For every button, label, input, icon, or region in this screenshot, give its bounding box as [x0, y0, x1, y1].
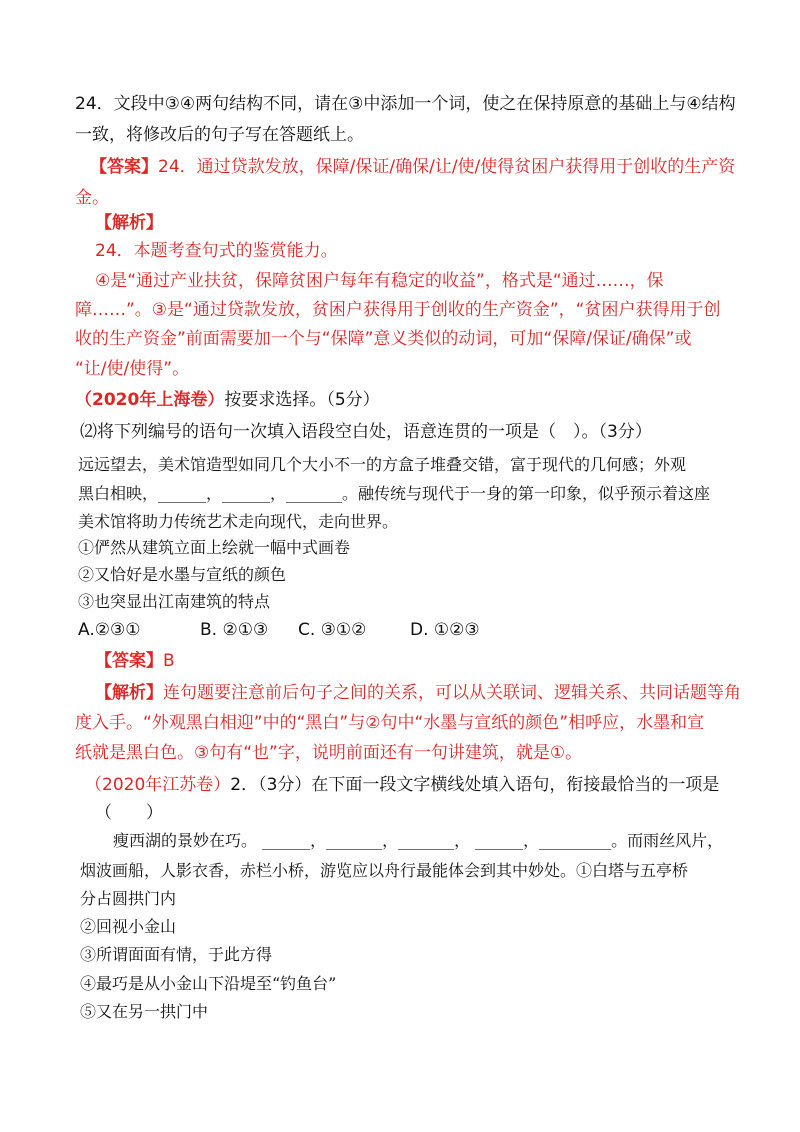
jiangsu-item-3: ③所谓面面有情，于此方得 [80, 945, 273, 964]
answer-tag: 【答案】 [90, 157, 158, 177]
q24-analysis-line3: 障……”。③是“通过贷款发放，贫困户获得用于创收的生产资金”，“贫困户获得用于创 [75, 300, 721, 320]
shanghai-item-2: ②又恰好是水墨与宣纸的颜色 [78, 565, 287, 584]
jiangsu-passage-line1: 瘦西湖的景妙在巧。 ______，_______，_______， ______，_________。而雨丝风片， [113, 831, 724, 850]
answer-tag: 【答案】 [95, 651, 163, 671]
q24-answer-line2: 金。 [75, 188, 109, 208]
jiangsu-question-line1 [85, 774, 719, 796]
shanghai-option-c: C. ③①② [298, 620, 367, 640]
q24-analysis-line5: “让/使/使得”。 [75, 359, 190, 379]
shanghai-header [75, 389, 380, 411]
shanghai-analysis-line3: 纸就是黑白色。③句有“也”字，说明前面还有一句讲建筑，就是①。 [75, 743, 583, 763]
shanghai-analysis-line1 [95, 682, 741, 704]
shanghai-option-a: A.②③① [78, 620, 141, 640]
q24-question-line1: 24．文段中③④两句结构不同，请在③中添加一个词，使之在保持原意的基础上与④结构 [75, 94, 736, 114]
jiangsu-item-4: ④最巧是从小金山下沿堤至“钓鱼台” [80, 974, 337, 993]
jiangsu-question-text: 2．（3分）在下面一段文字横线处填入语句，衔接最恰当的一项是 [230, 775, 720, 795]
shanghai-source: （2020年上海卷） [75, 390, 225, 410]
q24-analysis-line4: 收的生产资金”前面需要加一个与“保障”意义类似的动词，可加“保障/保证/确保”或 [75, 329, 692, 349]
jiangsu-item-5: ⑤又在另一拱门中 [80, 1002, 209, 1021]
shanghai-option-d: D. ①②③ [410, 620, 480, 640]
jiangsu-passage-line3: 分占圆拱门内 [80, 889, 177, 908]
jiangsu-question-line2: （ ） [95, 803, 163, 823]
shanghai-question: ⑵将下列编号的语句一次填入语段空白处，语意连贯的一项是（ ）。（3分） [80, 422, 652, 442]
analysis-text: 连句题要注意前后句子之间的关系，可以从关联词、逻辑关系、共同话题等角 [163, 683, 741, 703]
shanghai-item-1: ①俨然从建筑立面上绘就一幅中式画卷 [78, 538, 351, 557]
shanghai-answer [95, 650, 175, 672]
q24-answer-line1 [90, 156, 735, 178]
q24-analysis-line2: ④是“通过产业扶贫，保障贫困户每年有稳定的收益”，格式是“通过……，保 [95, 271, 664, 291]
jiangsu-passage-line2: 烟波画船，人影衣香，赤栏小桥，游览应以舟行最能体会到其中妙处。①白塔与五亭桥 [80, 861, 689, 880]
q24-analysis-line1: 24．本题考查句式的鉴赏能力。 [95, 241, 338, 261]
shanghai-item-3: ③也突显出江南建筑的特点 [78, 592, 271, 611]
shanghai-passage-line3: 美术馆将助力传统艺术走向现代，走向世界。 [78, 512, 399, 531]
shanghai-passage-line1: 远远望去，美术馆造型如同几个大小不一的方盒子堆叠交错，富于现代的几何感；外观 [78, 455, 687, 474]
analysis-tag: 【解析】 [95, 683, 163, 703]
q24-question-line2: 一致，将修改后的句子写在答题纸上。 [75, 125, 364, 145]
jiangsu-source: （2020年江苏卷） [85, 775, 231, 795]
q24-analysis-tag: 【解析】 [95, 213, 163, 233]
shanghai-instruction: 按要求选择。（5分） [224, 390, 380, 410]
shanghai-option-b: B. ②①③ [200, 620, 269, 640]
jiangsu-item-2: ②回视小金山 [80, 917, 177, 936]
shanghai-passage-line2: 黑白相映，______，______，_______。融传统与现代于一身的第一印象，似乎预示着这座 [78, 484, 711, 503]
shanghai-analysis-line2: 度入手。“外观黑白相迎”中的“黑白”与②句中“水墨与宣纸的颜色”相呼应，水墨和宣 [75, 713, 705, 733]
answer-text: 24．通过贷款发放，保障/保证/确保/让/使/使得贫困户获得用于创收的生产资 [158, 157, 736, 177]
answer-value: B [163, 651, 175, 671]
